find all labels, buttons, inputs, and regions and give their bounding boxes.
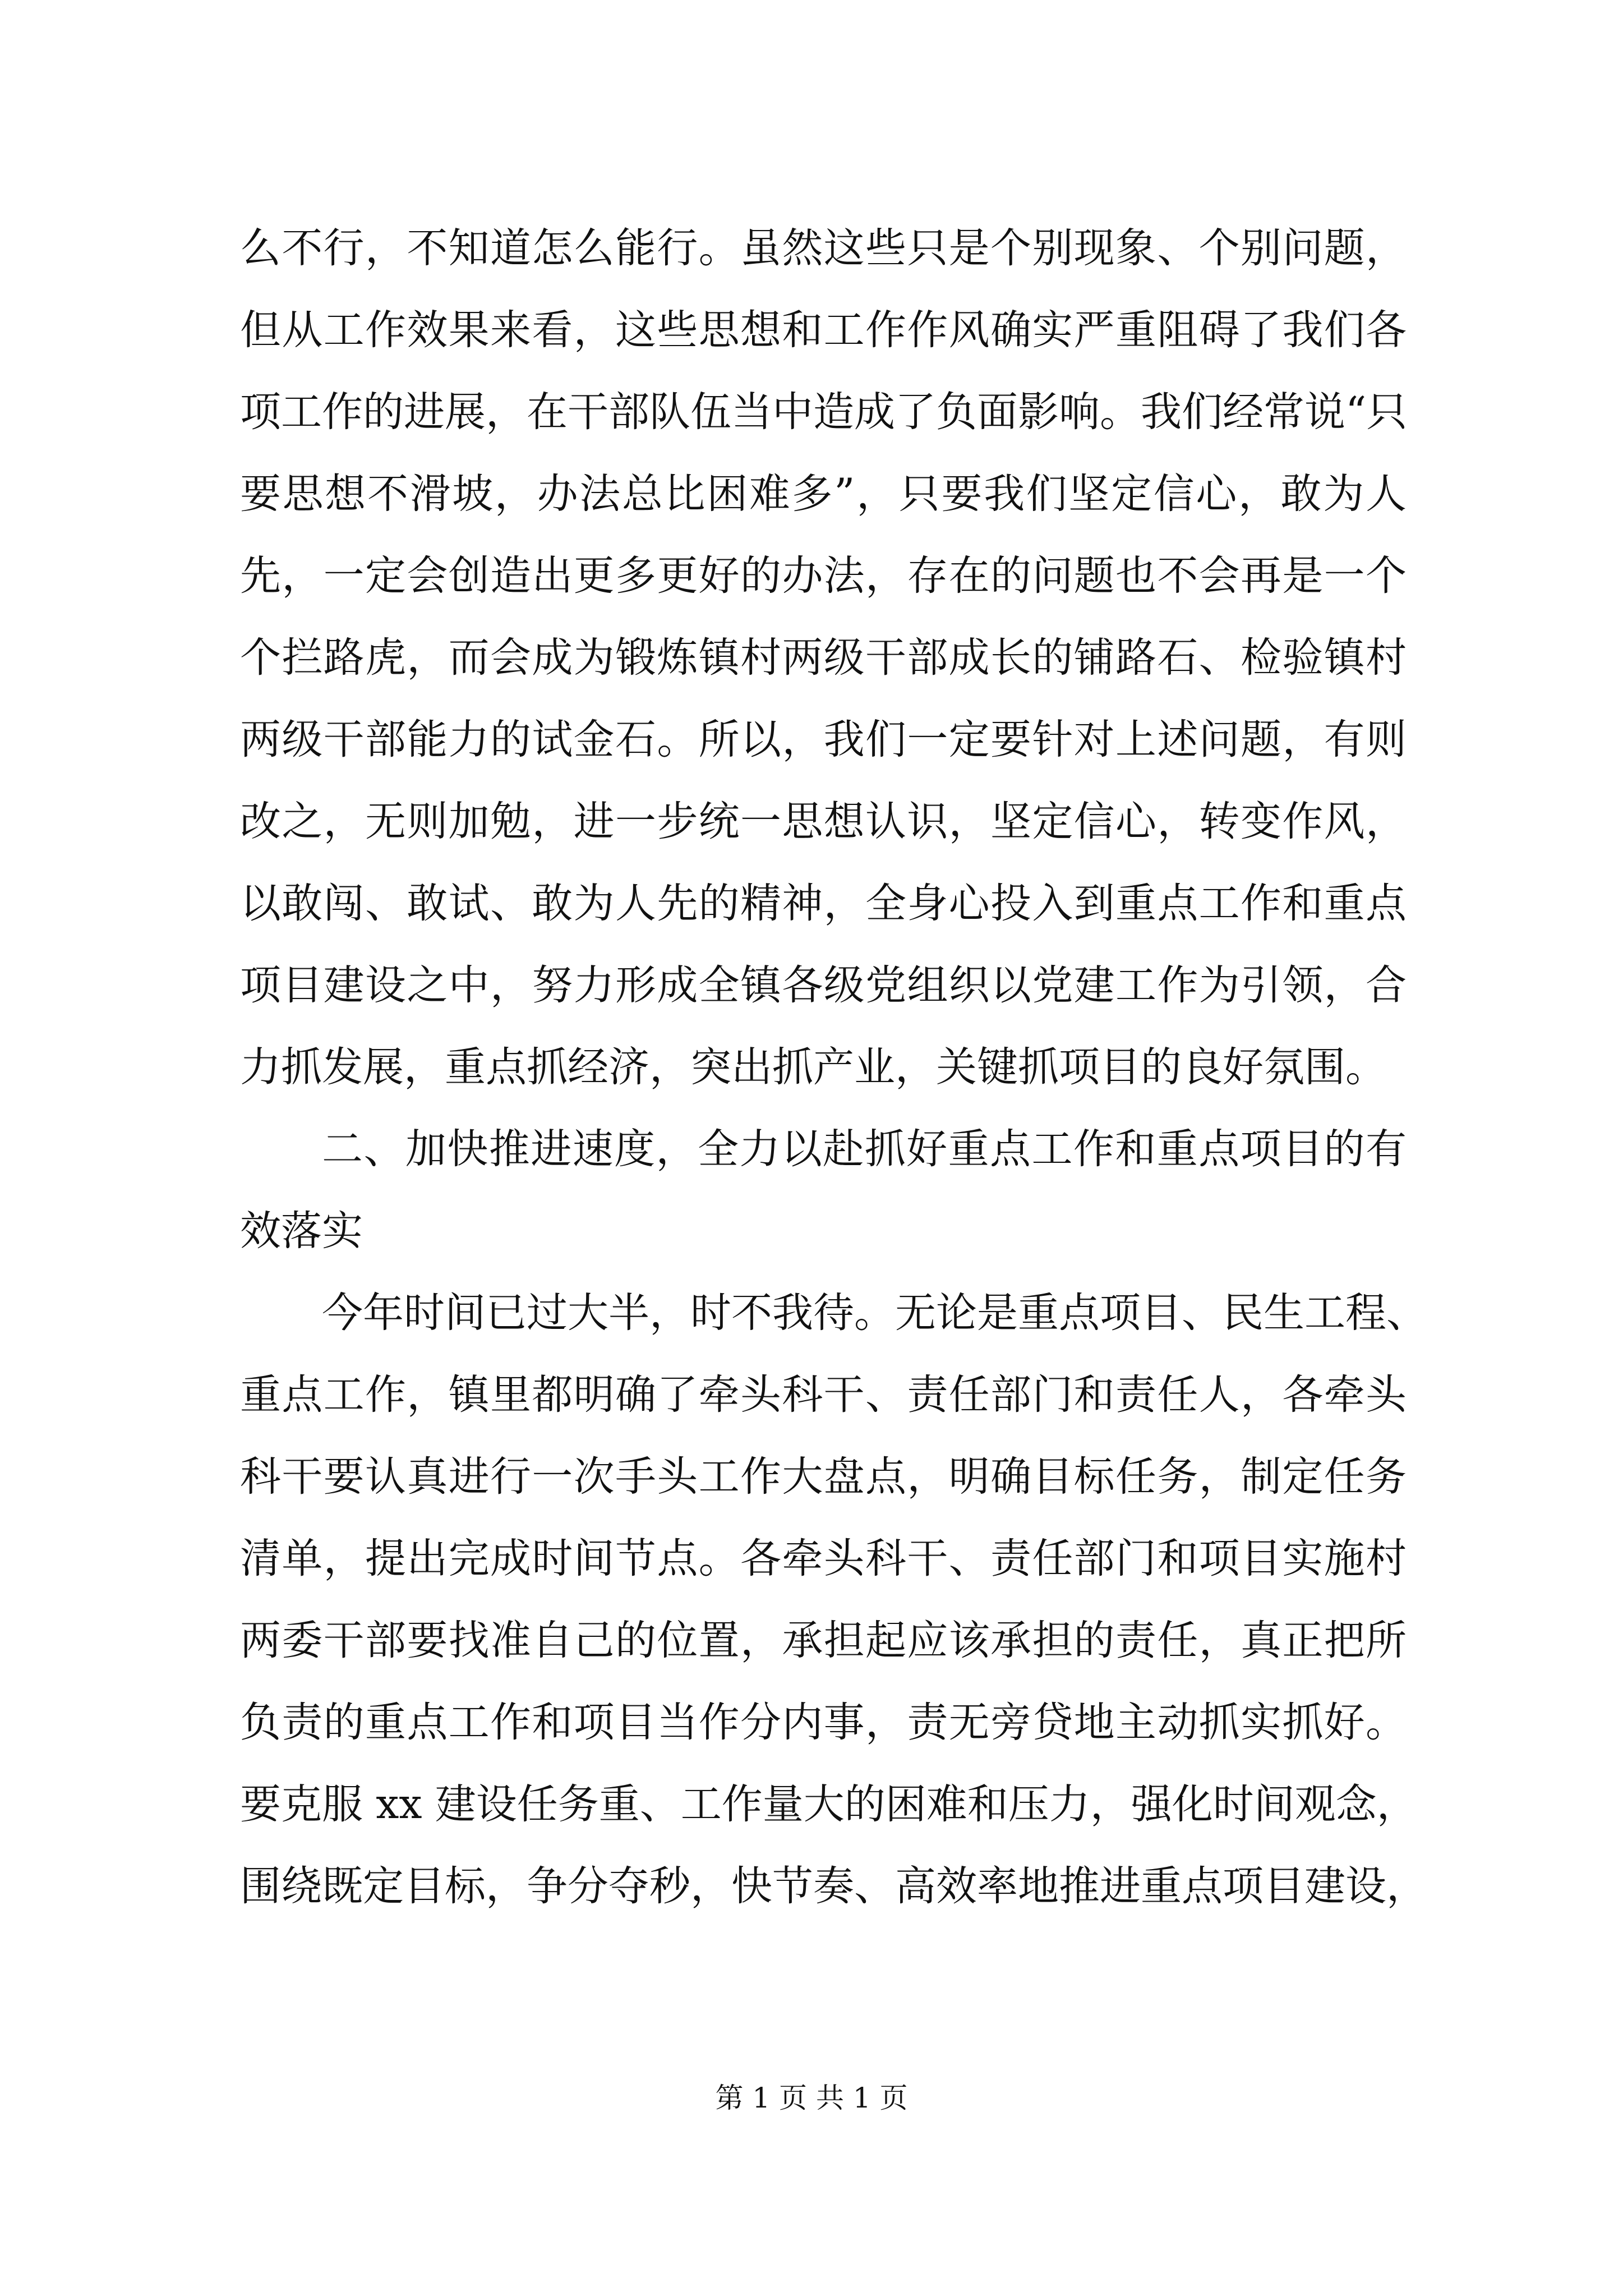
text-line-6: 个拦路虎，而会成为锻炼镇村两级干部成长的铺路石、检验镇村: [240, 634, 1407, 682]
text-line-20: 要克服 xx 建设任务重、工作量大的困难和压力，强化时间观念，: [240, 1780, 1418, 1828]
text-line-14: 今年时间已过大半，时不我待。无论是重点项目、民生工程、: [322, 1289, 1427, 1337]
text-line-10: 项目建设之中，努力形成全镇各级党组织以党建工作为引领，合: [240, 961, 1407, 1009]
text-line-2: 但从工作效果来看，这些思想和工作作风确实严重阻碍了我们各: [240, 306, 1407, 354]
text-line-9: 以敢闯、敢试、敢为人先的精神，全身心投入到重点工作和重点: [240, 880, 1407, 927]
text-line-1: 么不行，不知道怎么能行。虽然这些只是个别现象、个别问题，: [240, 224, 1407, 272]
text-line-4: 要思想不滑坡，办法总比困难多”，只要我们坚定信心，敢为人: [240, 470, 1407, 518]
text-line-21: 围绕既定目标，争分夺秒，快节奏、高效率地推进重点项目建设，: [240, 1862, 1427, 1910]
section-heading-line-1: 二、加快推进速度，全力以赴抓好重点工作和重点项目的有: [322, 1125, 1407, 1173]
page-number-footer: 第 1 页 共 1 页: [715, 2082, 908, 2114]
text-line-16: 科干要认真进行一次手头工作大盘点，明确目标任务，制定任务: [240, 1453, 1407, 1501]
text-line-3: 项工作的进展，在干部队伍当中造成了负面影响。我们经常说“只: [240, 388, 1408, 436]
text-line-19: 负责的重点工作和项目当作分内事，责无旁贷地主动抓实抓好。: [240, 1699, 1407, 1746]
text-line-18: 两委干部要找准自己的位置，承担起应该承担的责任，真正把所: [240, 1617, 1407, 1664]
text-line-17: 清单，提出完成时间节点。各牵头科干、责任部门和项目实施村: [240, 1535, 1407, 1582]
section-heading-line-2: 效落实: [240, 1207, 363, 1255]
text-line-8: 改之，无则加勉，进一步统一思想认识，坚定信心，转变作风，: [240, 798, 1407, 845]
text-line-11: 力抓发展，重点抓经济，突出抓产业，关键抓项目的良好氛围。: [240, 1043, 1386, 1091]
text-line-5: 先，一定会创造出更多更好的办法，存在的问题也不会再是一个: [240, 552, 1407, 600]
text-line-7: 两级干部能力的试金石。所以，我们一定要针对上述问题，有则: [240, 716, 1407, 763]
text-line-15: 重点工作，镇里都明确了牵头科干、责任部门和责任人，各牵头: [240, 1371, 1407, 1419]
document-body: [240, 208, 1427, 1927]
